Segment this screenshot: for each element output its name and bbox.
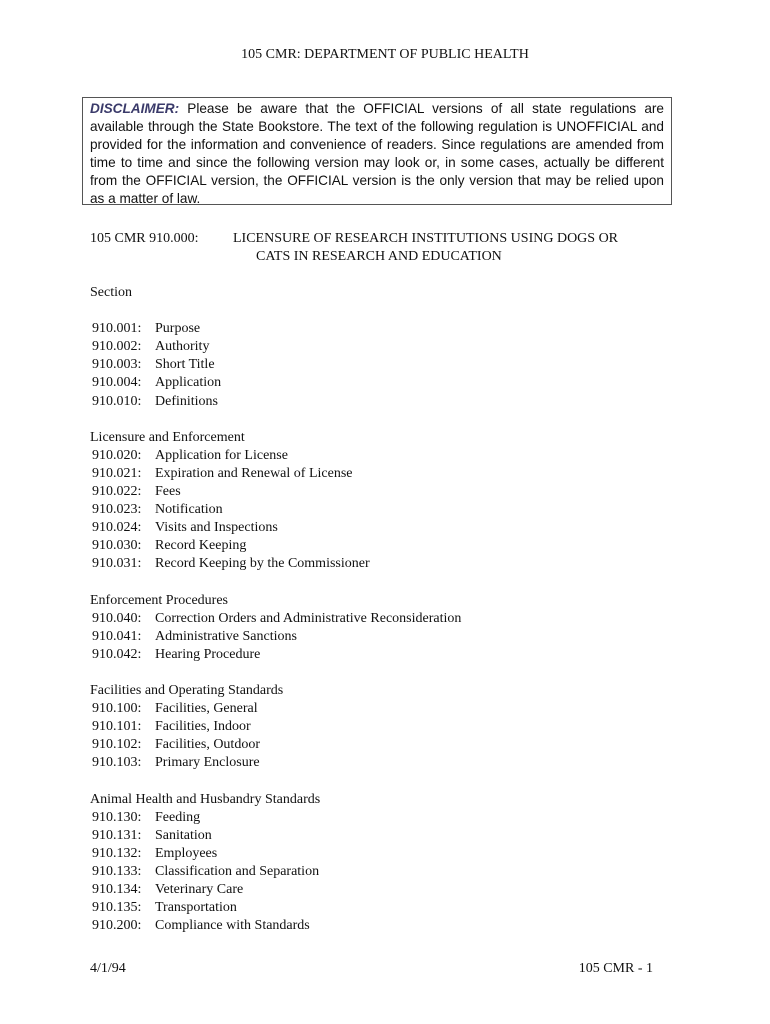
section-number: 910.003: xyxy=(92,357,142,373)
section-number: 910.001: xyxy=(92,321,142,337)
spacer xyxy=(90,302,461,320)
section-number: 910.002: xyxy=(92,339,142,355)
toc-entry xyxy=(90,827,461,845)
section-title: Classification and Separation xyxy=(155,864,320,879)
regulation-title-line-2: CATS IN RESEARCH AND EDUCATION xyxy=(256,249,502,264)
section-number: 910.041: xyxy=(92,628,142,644)
section-number: 910.103: xyxy=(92,755,142,771)
toc-entry xyxy=(90,736,461,754)
section-title: Veterinary Care xyxy=(155,882,244,898)
spacer xyxy=(90,773,461,791)
toc-entry xyxy=(90,555,461,573)
section-title: Purpose xyxy=(155,321,201,337)
section-title: Administrative Sanctions xyxy=(155,628,297,644)
footer-page-number: 105 CMR - 1 xyxy=(578,961,653,976)
toc-entry xyxy=(90,718,461,736)
section-number: 910.021: xyxy=(92,465,142,481)
section-title: Employees xyxy=(155,845,218,861)
section-title: Feeding xyxy=(155,809,201,825)
section-number: 910.040: xyxy=(92,610,142,626)
regulation-title xyxy=(233,230,703,266)
toc-entry xyxy=(90,610,461,628)
section-title: Application for License xyxy=(155,447,288,463)
toc-entry xyxy=(90,465,461,483)
toc-entry xyxy=(90,754,461,772)
toc-entry xyxy=(90,700,461,718)
section-number: 910.200: xyxy=(92,918,142,934)
disclaimer-label: DISCLAIMER: xyxy=(90,101,180,116)
section-number: 910.020: xyxy=(92,447,142,463)
section-title: Compliance with Standards xyxy=(155,918,310,934)
toc-entry xyxy=(90,881,461,899)
toc-entry xyxy=(90,899,461,917)
toc-entry xyxy=(90,809,461,827)
table-of-contents xyxy=(90,284,461,935)
toc-entry xyxy=(90,646,461,664)
section-number: 910.101: xyxy=(92,719,142,735)
section-number: 910.010: xyxy=(92,393,142,409)
section-title: Notification xyxy=(155,502,223,518)
group-heading: Enforcement Procedures xyxy=(90,592,228,608)
toc-entry xyxy=(90,917,461,935)
section-number: 910.134: xyxy=(92,882,142,898)
section-title: Expiration and Renewal of License xyxy=(155,465,353,481)
section-title: Facilities, Outdoor xyxy=(155,737,260,753)
toc-entry xyxy=(90,501,461,519)
toc-entry xyxy=(90,338,461,356)
section-number: 910.004: xyxy=(92,375,142,391)
section-title: Facilities, Indoor xyxy=(155,719,251,735)
section-number: 910.042: xyxy=(92,646,142,662)
disclaimer-text: Please be aware that the OFFICIAL versions of all state regulations are available through the State Bookstore. The text of the following regulation is UNOFFICIAL and provided for the information and convenience of readers. Since regulations are amended from time to time and since the following version may look or, in some cases, actually be different from the OFFICIAL version, the OFFICIAL version is the only version that may be relied upon as a matter of law. xyxy=(90,101,664,206)
toc-entry xyxy=(90,845,461,863)
section-title: Record Keeping xyxy=(155,538,247,554)
section-label: Section xyxy=(90,285,132,300)
group-heading: Licensure and Enforcement xyxy=(90,429,245,445)
spacer xyxy=(90,664,461,682)
section-number: 910.131: xyxy=(92,827,142,843)
toc-entry xyxy=(90,320,461,338)
page-header: 105 CMR: DEPARTMENT OF PUBLIC HEALTH xyxy=(241,47,529,62)
regulation-title-line-1: LICENSURE OF RESEARCH INSTITUTIONS USING DOGS OR xyxy=(233,231,619,246)
section-number: 910.135: xyxy=(92,900,142,916)
section-title: Facilities, General xyxy=(155,701,258,717)
section-number: 910.102: xyxy=(92,737,142,753)
toc-entry xyxy=(90,628,461,646)
regulation-number: 105 CMR 910.000: xyxy=(90,231,199,246)
section-title: Authority xyxy=(155,339,210,355)
section-number: 910.030: xyxy=(92,538,142,554)
section-number: 910.022: xyxy=(92,484,142,500)
section-title: Sanitation xyxy=(155,827,212,843)
toc-entry xyxy=(90,374,461,392)
spacer xyxy=(90,411,461,429)
toc-entry xyxy=(90,537,461,555)
section-title: Transportation xyxy=(155,900,237,916)
toc-entry xyxy=(90,519,461,537)
section-title: Fees xyxy=(155,484,181,500)
group-heading: Animal Health and Husbandry Standards xyxy=(90,791,321,807)
toc-entry xyxy=(90,393,461,411)
group-heading: Facilities and Operating Standards xyxy=(90,683,284,699)
toc-entry xyxy=(90,356,461,374)
toc-entry xyxy=(90,863,461,881)
section-number: 910.132: xyxy=(92,845,142,861)
section-number: 910.024: xyxy=(92,520,142,536)
section-number: 910.100: xyxy=(92,701,142,717)
section-title: Primary Enclosure xyxy=(155,755,260,771)
disclaimer-box xyxy=(82,97,672,205)
section-title: Visits and Inspections xyxy=(155,520,278,536)
toc-entry xyxy=(90,447,461,465)
section-title: Record Keeping by the Commissioner xyxy=(155,556,370,572)
section-number: 910.023: xyxy=(92,502,142,518)
section-title: Correction Orders and Administrative Reconsideration xyxy=(155,610,462,626)
section-title: Hearing Procedure xyxy=(155,646,261,662)
section-number: 910.130: xyxy=(92,809,142,825)
toc-entry xyxy=(90,483,461,501)
section-title: Definitions xyxy=(155,393,218,409)
section-number: 910.031: xyxy=(92,556,142,572)
footer-date: 4/1/94 xyxy=(90,961,126,976)
section-title: Application xyxy=(155,375,222,391)
spacer xyxy=(90,574,461,592)
section-title: Short Title xyxy=(155,357,215,373)
section-number: 910.133: xyxy=(92,864,142,879)
